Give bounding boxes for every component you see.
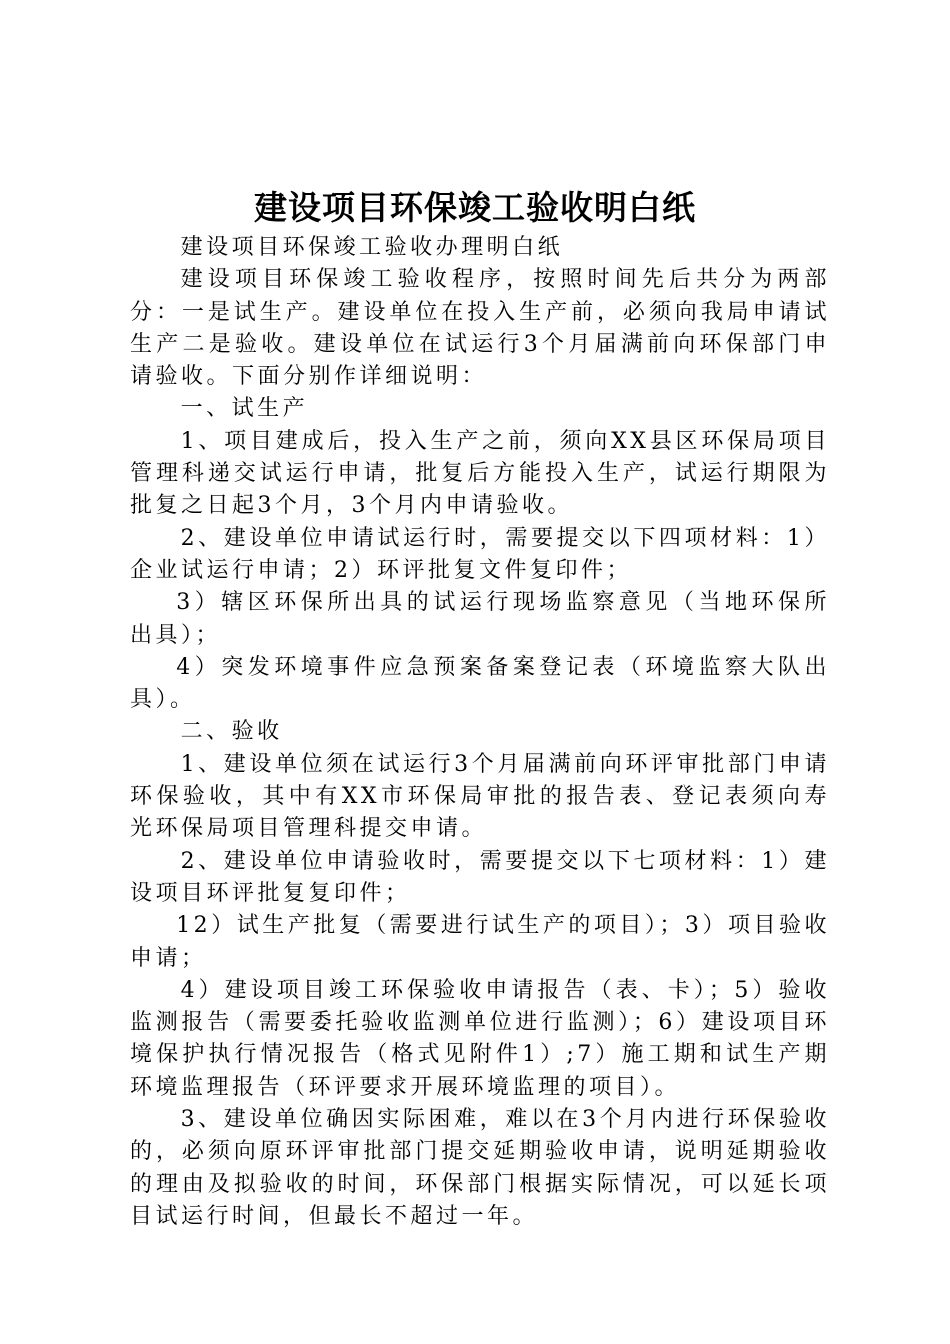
document-body bbox=[130, 232, 830, 1233]
paragraph-acceptance-materials-a: 12）试生产批复（需要进行试生产的项目）；3）项目验收申请； bbox=[130, 913, 830, 971]
paragraph-trial-item-1: 1、项目建成后，投入生产之前，须向XX县区环保局项目管理科递交试运行申请，批复后方能投入生产，试运行期限为批复之日起3个月，3个月内申请验收。 bbox=[130, 428, 830, 519]
section-heading-trial-production: 一、试生产 bbox=[180, 396, 309, 422]
paragraph-acceptance-materials-b: 4）建设项目竣工环保验收申请报告（表、卡）；5）验收监测报告（需要委托验收监测单位进行监测）；6）建设项目环境保护执行情况报告（格式见附件1）;7）施工期和试生产期环境监理报告（环评要求开展环境监理的项目）。 bbox=[130, 977, 830, 1100]
paragraph-acceptance-item-1: 1、建设单位须在试运行3个月届满前向环评审批部门申请环保验收，其中有XX市环保局审批的报告表、登记表须向寿光环保局项目管理科提交申请。 bbox=[130, 751, 830, 842]
paragraph-procedure: 建设项目环保竣工验收程序，按照时间先后共分为两部分：一是试生产。建设单位在投入生产前，必须向我局申请试生产二是验收。建设单位在试运行3个月届满前向环保部门申请验收。下面分别作详细说明： bbox=[130, 267, 830, 390]
paragraph-acceptance-item-2: 2、建设单位申请验收时，需要提交以下七项材料：1）建设项目环评批复复印件； bbox=[130, 848, 830, 906]
document-title: 建设项目环保竣工验收明白纸 bbox=[254, 188, 696, 227]
paragraph-acceptance-item-3: 3、建设单位确因实际困难，难以在3个月内进行环保验收的，必须向原环评审批部门提交延期验收申请，说明延期验收的理由及拟验收的时间，环保部门根据实际情况，可以延长项目试运行时间，但最长不超过一年。 bbox=[130, 1107, 830, 1229]
paragraph-trial-item-3: 3）辖区环保所出具的试运行现场监察意见（当地环保所出具）； bbox=[130, 590, 830, 648]
paragraph-trial-item-2: 2、建设单位申请试运行时，需要提交以下四项材料：1）企业试运行申请；2）环评批复文件复印件； bbox=[130, 525, 830, 583]
paragraph-subtitle: 建设项目环保竣工验收办理明白纸 bbox=[180, 235, 564, 260]
paragraph-trial-item-4: 4）突发环境事件应急预案备案登记表（环境监察大队出具）。 bbox=[130, 654, 830, 713]
section-heading-acceptance: 二、验收 bbox=[180, 719, 283, 745]
